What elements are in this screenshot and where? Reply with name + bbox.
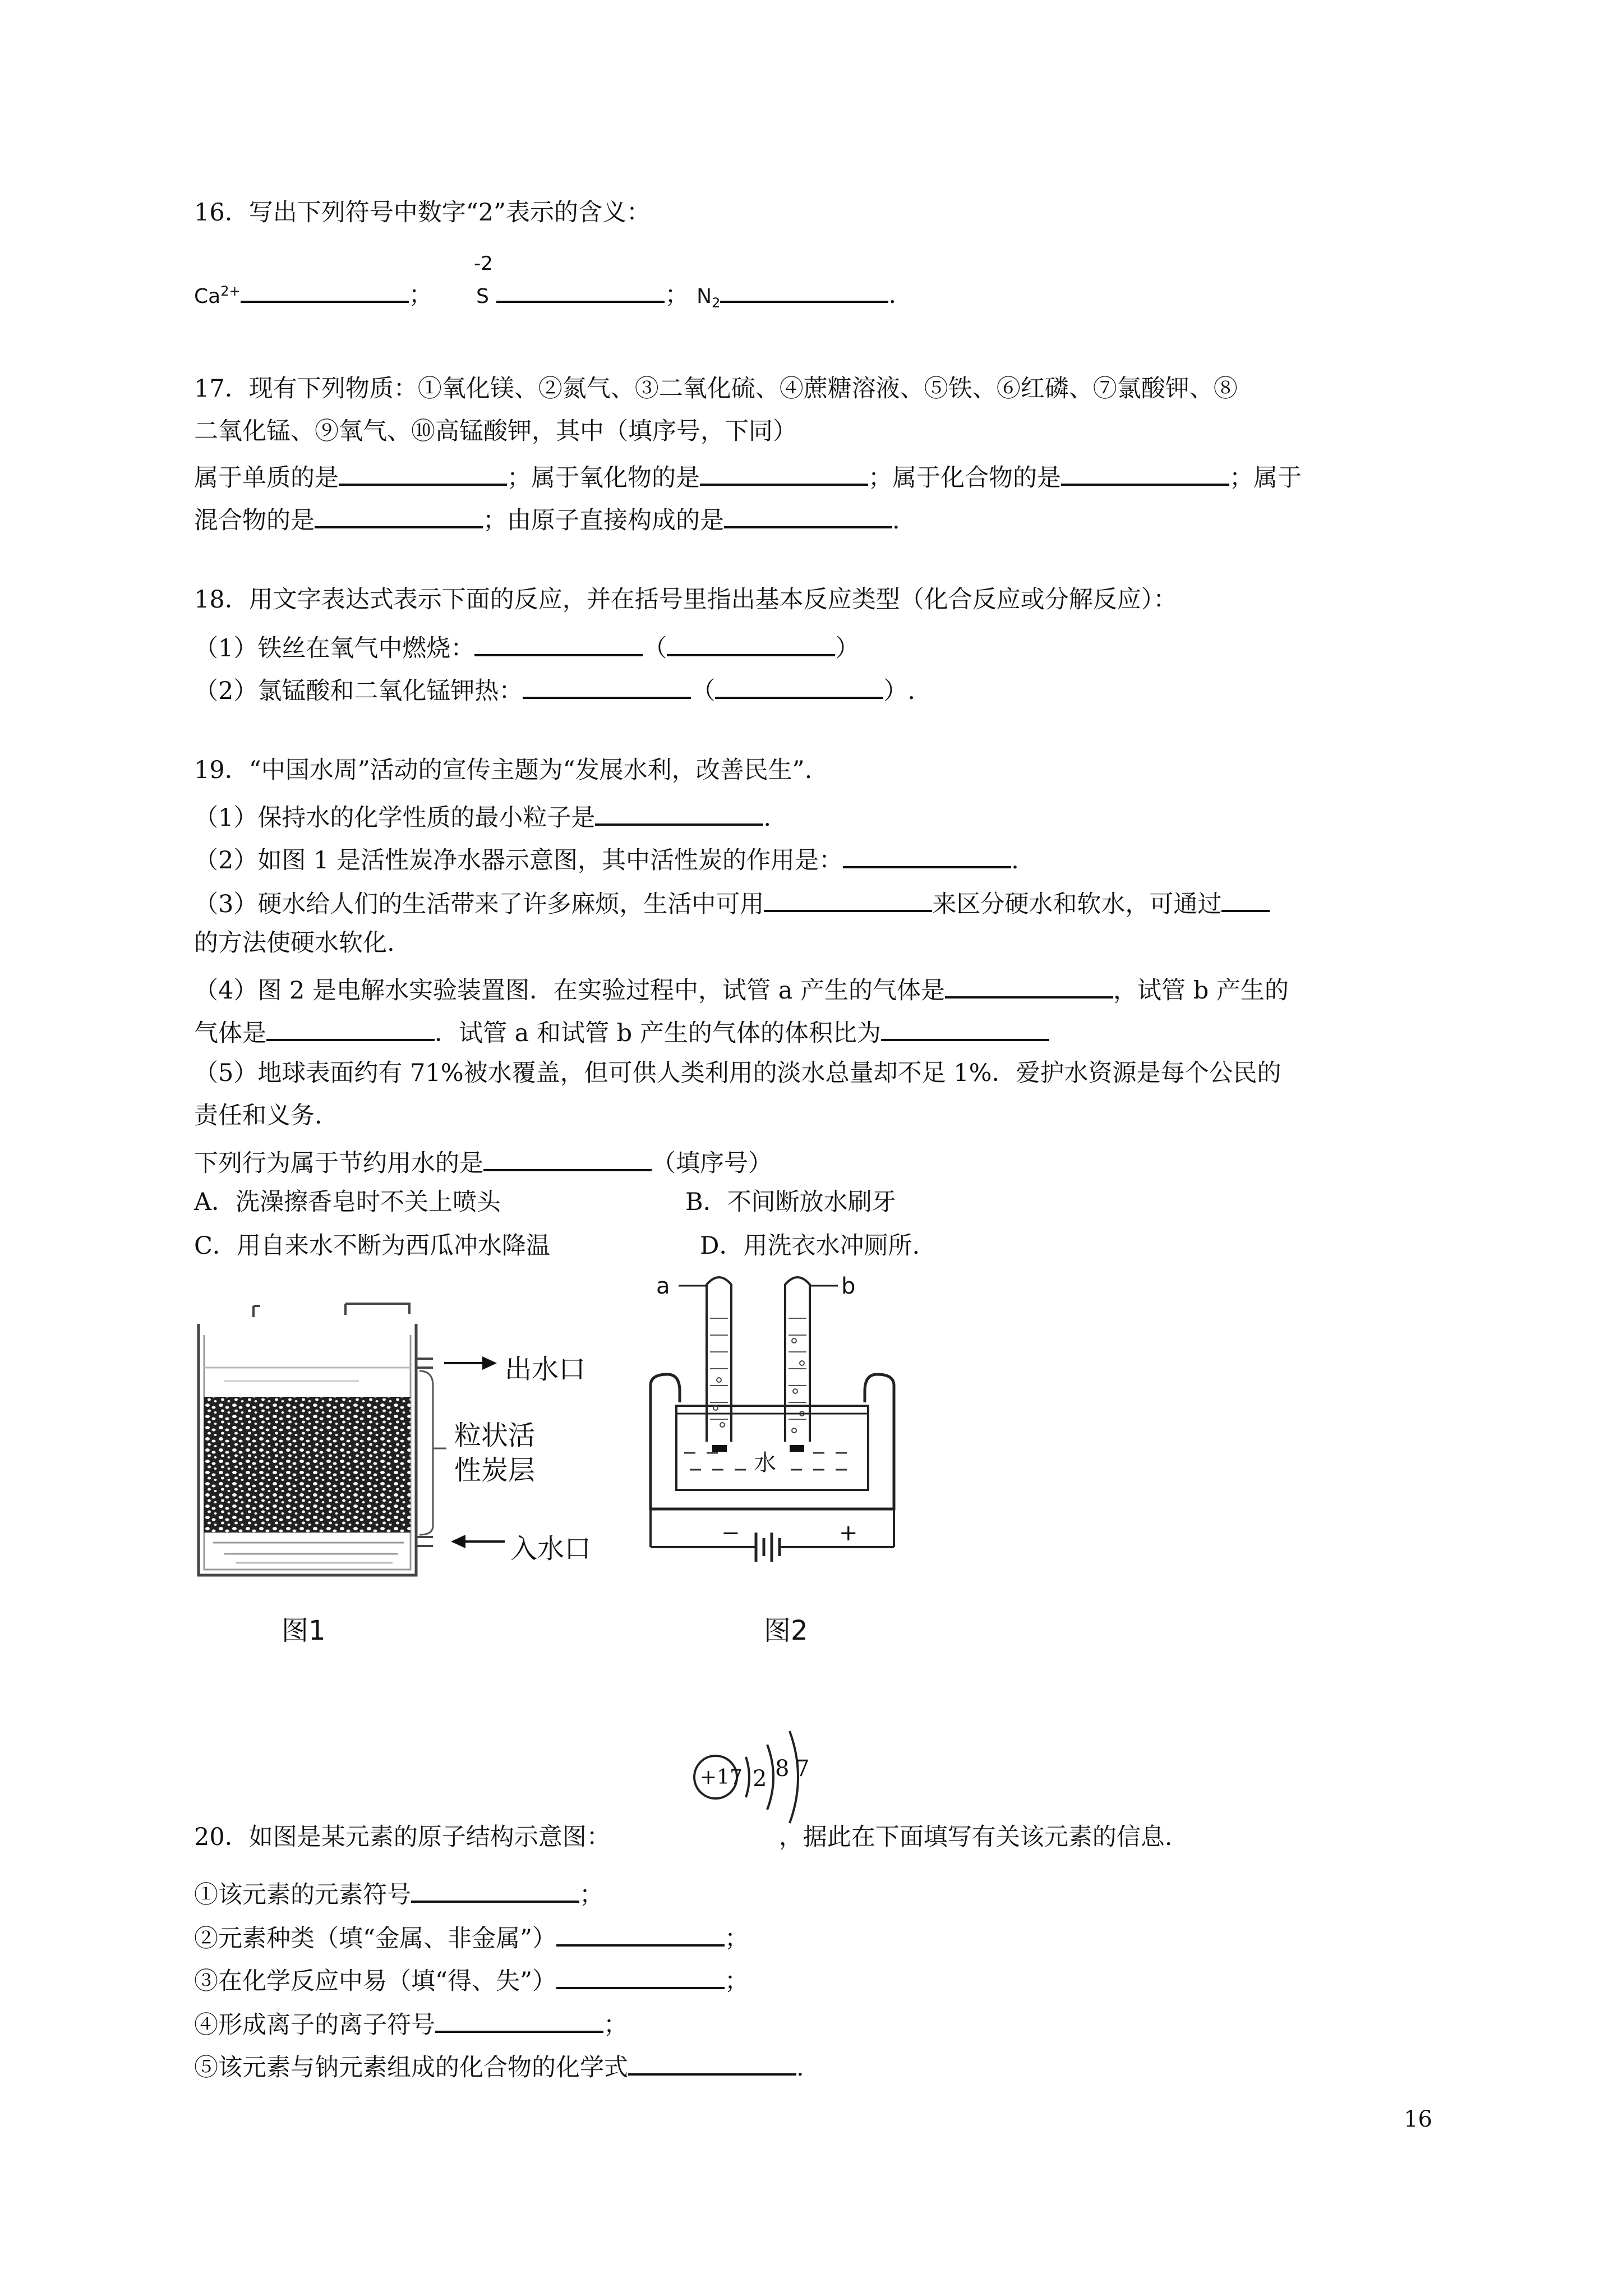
- q19-line4: （3）硬水给人们的生活带来了许多麻烦，生活中可用 来区分硬水和软水，可通过: [194, 889, 1270, 917]
- tube-a-label: a: [656, 1273, 670, 1299]
- blank[interactable]: [435, 2009, 603, 2033]
- blank[interactable]: [595, 802, 763, 826]
- q19-line6: （4）图 2 是电解水实验装置图．在实验过程中，试管 a 产生的气体是 ，试管 b 产生的: [194, 975, 1289, 1003]
- blank[interactable]: [556, 1966, 725, 1989]
- water-label: 水: [754, 1445, 776, 1477]
- q19-line10: 下列行为属于节约用水的是 （填序号）: [194, 1148, 772, 1176]
- q17-line2: 二氧化锰、⑨氧气、⑩高锰酸钾，其中（填序号，下同）: [194, 417, 797, 445]
- option-d: D．用洗衣水冲厕所.: [700, 1232, 920, 1260]
- q20-line1: 20．如图是某元素的原子结构示意图： ，据此在下面填写有关该元素的信息.: [194, 1823, 1173, 1851]
- blank[interactable]: [881, 1018, 1049, 1041]
- figure-2-caption: 图2: [764, 1615, 808, 1646]
- q16-answer-line: $Ca^{2+}$ ； -2 S ； $N_2$ .: [194, 252, 897, 311]
- q18-line1: 18．用文字表达式表示下面的反应，并在括号里指出基本反应类型（化合反应或分解反应）：: [194, 586, 1178, 614]
- shell-1-electrons: 2: [753, 1766, 767, 1792]
- blank[interactable]: [496, 279, 665, 303]
- figure-1-caption: 图1: [282, 1615, 326, 1646]
- sulfur-valence: -2 S: [473, 252, 493, 308]
- atom-structure-diagram: [683, 1705, 818, 1851]
- shell-2-electrons: 8: [775, 1756, 790, 1782]
- blank[interactable]: [1221, 889, 1270, 912]
- q17-line3: 属于单质的是 ；属于氧化物的是 ；属于化合物的是 ；属于: [194, 462, 1302, 490]
- electrode-b: [790, 1445, 804, 1452]
- blank[interactable]: [720, 279, 888, 303]
- blank[interactable]: [843, 845, 1011, 868]
- outlet-arrow-icon: [482, 1356, 497, 1370]
- blank[interactable]: [556, 1923, 725, 1947]
- figure-2-electrolysis: [645, 1273, 903, 1576]
- q20-item-2: ②元素种类（填“金属、非金属”） ；: [194, 1923, 749, 1951]
- electrode-a: [712, 1445, 727, 1452]
- q18-line3: （2）氯锰酸和二氧化锰钾热： （ ）.: [194, 675, 915, 703]
- carbon-layer-label-1: 粒状活: [454, 1420, 536, 1451]
- blank[interactable]: [764, 889, 932, 912]
- blank[interactable]: [724, 505, 892, 528]
- blank[interactable]: [339, 462, 507, 486]
- q19-line7: 气体是 ．试管 a 和试管 b 产生的气体的体积比为: [194, 1018, 1049, 1046]
- blank[interactable]: [667, 633, 835, 656]
- blank[interactable]: [266, 1018, 435, 1041]
- tube-b-label: b: [841, 1273, 856, 1299]
- q19-line9: 责任和义务．: [194, 1102, 339, 1130]
- blank[interactable]: [483, 1148, 652, 1171]
- shell-3-electrons: 7: [795, 1756, 810, 1782]
- q19-line8: （5）地球表面约有 71%被水覆盖，但可供人类利用的淡水总量却不足 1%．爱护水资源是每个公民的: [194, 1059, 1281, 1087]
- q17-line4: 混合物的是 ；由原子直接构成的是 .: [194, 505, 900, 533]
- positive-terminal: +: [839, 1520, 858, 1546]
- q16-prompt: 16．写出下列符号中数字“2”表示的含义：: [194, 199, 651, 227]
- q17-line1: 17．现有下列物质：①氧化镁、②氮气、③二氧化硫、④蔗糖溶液、⑤铁、⑥红磷、⑦氯酸钾、⑧: [194, 375, 1238, 403]
- inlet-label: 入水口: [510, 1533, 592, 1565]
- q20-item-1: ①该元素的元素符号 ；: [194, 1879, 603, 1907]
- blank[interactable]: [1061, 462, 1229, 486]
- q20-item-5: ⑤该元素与钠元素组成的化合物的化学式 .: [194, 2052, 804, 2080]
- q20-item-4: ④形成离子的离子符号 ；: [194, 2009, 628, 2037]
- blank[interactable]: [700, 462, 868, 486]
- carbon-layer: [204, 1397, 411, 1533]
- negative-terminal: −: [721, 1520, 740, 1546]
- option-a: A．洗澡擦香皂时不关上喷头: [194, 1188, 501, 1216]
- blank[interactable]: [315, 505, 483, 528]
- blank[interactable]: [715, 675, 883, 699]
- option-c: C．用自来水不断为西瓜冲水降温: [194, 1232, 550, 1260]
- option-b: B．不间断放水刷牙: [685, 1188, 896, 1216]
- q19-line1: 19．“中国水周”活动的宣传主题为“发展水利，改善民生”.: [194, 756, 813, 784]
- q19-line5: 的方法使硬水软化.: [194, 929, 395, 957]
- n2-molecule: $N_2$: [697, 285, 721, 311]
- q19-line2: （1）保持水的化学性质的最小粒子是 .: [194, 802, 771, 830]
- figure-1-water-purifier: [191, 1301, 617, 1593]
- q18-line2: （1）铁丝在氧气中燃烧： （ ）: [194, 633, 859, 661]
- inlet-arrow-icon: [451, 1535, 465, 1548]
- blank[interactable]: [945, 975, 1113, 999]
- page-number: 16: [1404, 2106, 1432, 2132]
- q20-item-3: ③在化学反应中易（填“得、失”） ；: [194, 1966, 749, 1994]
- blank[interactable]: [241, 279, 409, 303]
- ca-ion: $Ca^{2+}$: [194, 283, 241, 308]
- blank[interactable]: [411, 1879, 579, 1903]
- blank[interactable]: [523, 675, 691, 699]
- carbon-layer-label-2: 性炭层: [454, 1455, 536, 1486]
- outlet-label: 出水口: [505, 1354, 586, 1385]
- blank[interactable]: [474, 633, 643, 656]
- q19-line3: （2）如图 1 是活性炭净水器示意图，其中活性炭的作用是： .: [194, 845, 1019, 873]
- nuclear-charge: +17: [700, 1766, 743, 1789]
- blank[interactable]: [628, 2052, 796, 2076]
